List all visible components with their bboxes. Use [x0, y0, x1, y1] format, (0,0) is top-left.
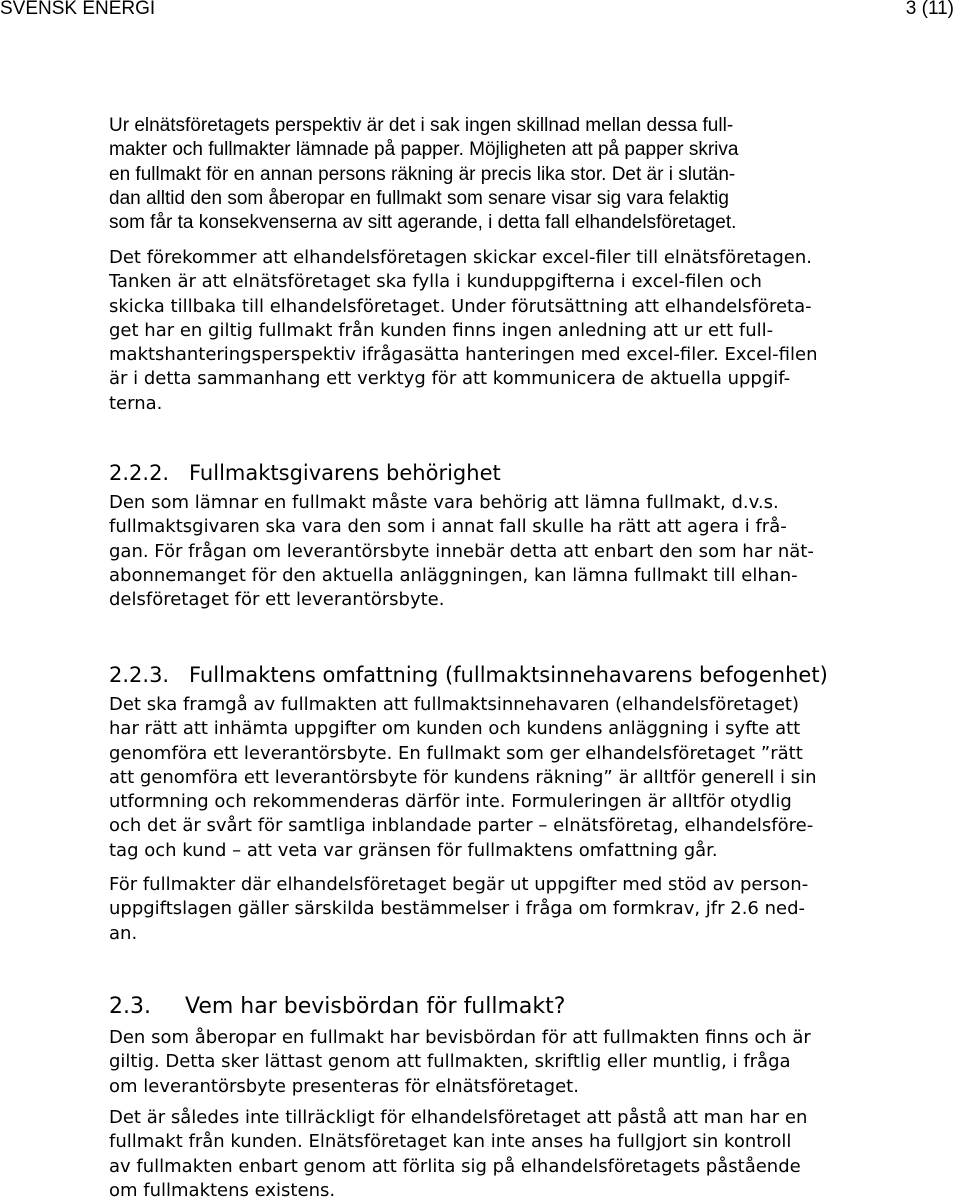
text-line: För fullmakter där elhandelsföretaget begär ut uppgifter med stöd av person- [109, 874, 809, 895]
section-heading-2-2-3 [109, 662, 828, 688]
text-line: Den som åberopar en fullmakt har bevisbördan för att fullmakten finns och är [109, 1027, 811, 1048]
section-number: 2.2.3. [109, 663, 170, 687]
text-line: om leverantörsbyte presenteras för elnätsföretaget. [109, 1075, 579, 1097]
paragraph-authority [109, 491, 869, 612]
text-line: Det ska framgå av fullmakten att fullmaktsinnehavaren (elhandelsföretaget) [109, 694, 800, 715]
paragraph-personal-data [109, 873, 869, 946]
text-line: Tanken är att elnätsföretaget ska fylla i kunduppgifterna i excel-filen och [109, 271, 762, 293]
text-line: Det är således inte tillräckligt för elhandelsföretaget att påstå att man har en [109, 1107, 808, 1128]
text-line: fullmaktsgivaren ska vara den som i annat fall skulle ha rätt att agera i frå- [109, 516, 787, 538]
paragraph-intro [109, 114, 869, 235]
text-line: genomföra ett leverantörsbyte. En fullmakt som ger elhandelsföretaget ”rätt [109, 742, 803, 764]
paragraph-not-sufficient [109, 1106, 869, 1203]
text-line: som får ta konsekvenserna av sitt agerande, i detta fall elhandelsföretaget. [109, 212, 737, 234]
text-line: makter och fullmakter lämnade på papper. Möjligheten att på papper skriva [109, 139, 739, 161]
text-line: om fullmaktens existens. [109, 1179, 336, 1201]
section-heading-2-3 [109, 994, 565, 1020]
section-number: 2.2.2. [109, 461, 170, 485]
paragraph-scope [109, 693, 869, 863]
text-line: tag och kund – att veta var gränsen för fullmaktens omfattning går. [109, 839, 718, 861]
text-line: har rätt att inhämta uppgifter om kunden och kundens anläggning i syfte att [109, 718, 801, 740]
text-line: Ur elnätsföretagets perspektiv är det i sak ingen skillnad mellan dessa full- [109, 115, 734, 136]
text-line: utformning och rekommenderas därför inte. Formuleringen är alltför otydlig [109, 791, 792, 813]
text-line: terna. [109, 392, 163, 414]
section-number: 2.3. [109, 994, 151, 1019]
text-line: giltig. Detta sker lättast genom att fullmakten, skriftlig eller muntlig, i fråga [109, 1051, 791, 1073]
section-title: Vem har bevisbördan för fullmakt? [185, 994, 566, 1019]
text-line: fullmakt från kunden. Elnätsföretaget kan inte anses ha fullgjort sin kontroll [109, 1131, 792, 1153]
text-line: en fullmakt för en annan persons räkning är precis lika stor. Det är i slutän- [109, 163, 736, 185]
text-line: av fullmakten enbart genom att förlita sig på elhandelsföretagets påstående [109, 1155, 801, 1177]
text-line: att genomföra ett leverantörsbyte för kundens räkning” är alltför generell i sin [109, 766, 817, 788]
text-line: delsföretaget för ett leverantörsbyte. [109, 589, 445, 611]
text-line: maktshanteringsperspektiv ifrågasätta hanteringen med excel-filer. Excel-filen [109, 344, 818, 366]
text-line: Den som lämnar en fullmakt måste vara behörig att lämna fullmakt, d.v.s. [109, 492, 779, 513]
page-number: 3 (11) [905, 0, 954, 19]
text-line: Det förekommer att elhandelsföretagen skickar excel-filer till elnätsföretagen. [109, 247, 812, 268]
text-line: get har en giltig fullmakt från kunden finns ingen anledning att ur ett full- [109, 319, 774, 341]
section-title: Fullmaktsgivarens behörighet [189, 461, 501, 485]
text-line: abonnemanget för den aktuella anläggningen, kan lämna fullmakt till elhan- [109, 564, 798, 586]
text-line: uppgiftslagen gäller särskilda bestämmelser i fråga om formkrav, jfr 2.6 ned- [109, 898, 805, 920]
section-heading-2-2-2 [109, 460, 501, 486]
text-line: och det är svårt för samtliga inblandade parter – elnätsföretag, elhandelsföre- [109, 815, 814, 837]
paragraph-excel-files [109, 246, 869, 416]
text-line: skicka tillbaka till elhandelsföretaget. Under förutsättning att elhandelsföreta- [109, 295, 812, 317]
text-line: är i detta sammanhang ett verktyg för att kommunicera de aktuella uppgif- [109, 368, 791, 390]
text-line: gan. För frågan om leverantörsbyte innebär detta att enbart den som har nät- [109, 540, 814, 562]
paragraph-burden-of-proof [109, 1026, 869, 1099]
text-line: dan alltid den som åberopar en fullmakt som senare visar sig vara felaktig [109, 187, 729, 209]
text-line: an. [109, 922, 138, 944]
document-header-org: SVENSK ENERGI [0, 0, 156, 19]
section-title: Fullmaktens omfattning (fullmaktsinnehavarens befogenhet) [189, 663, 828, 687]
